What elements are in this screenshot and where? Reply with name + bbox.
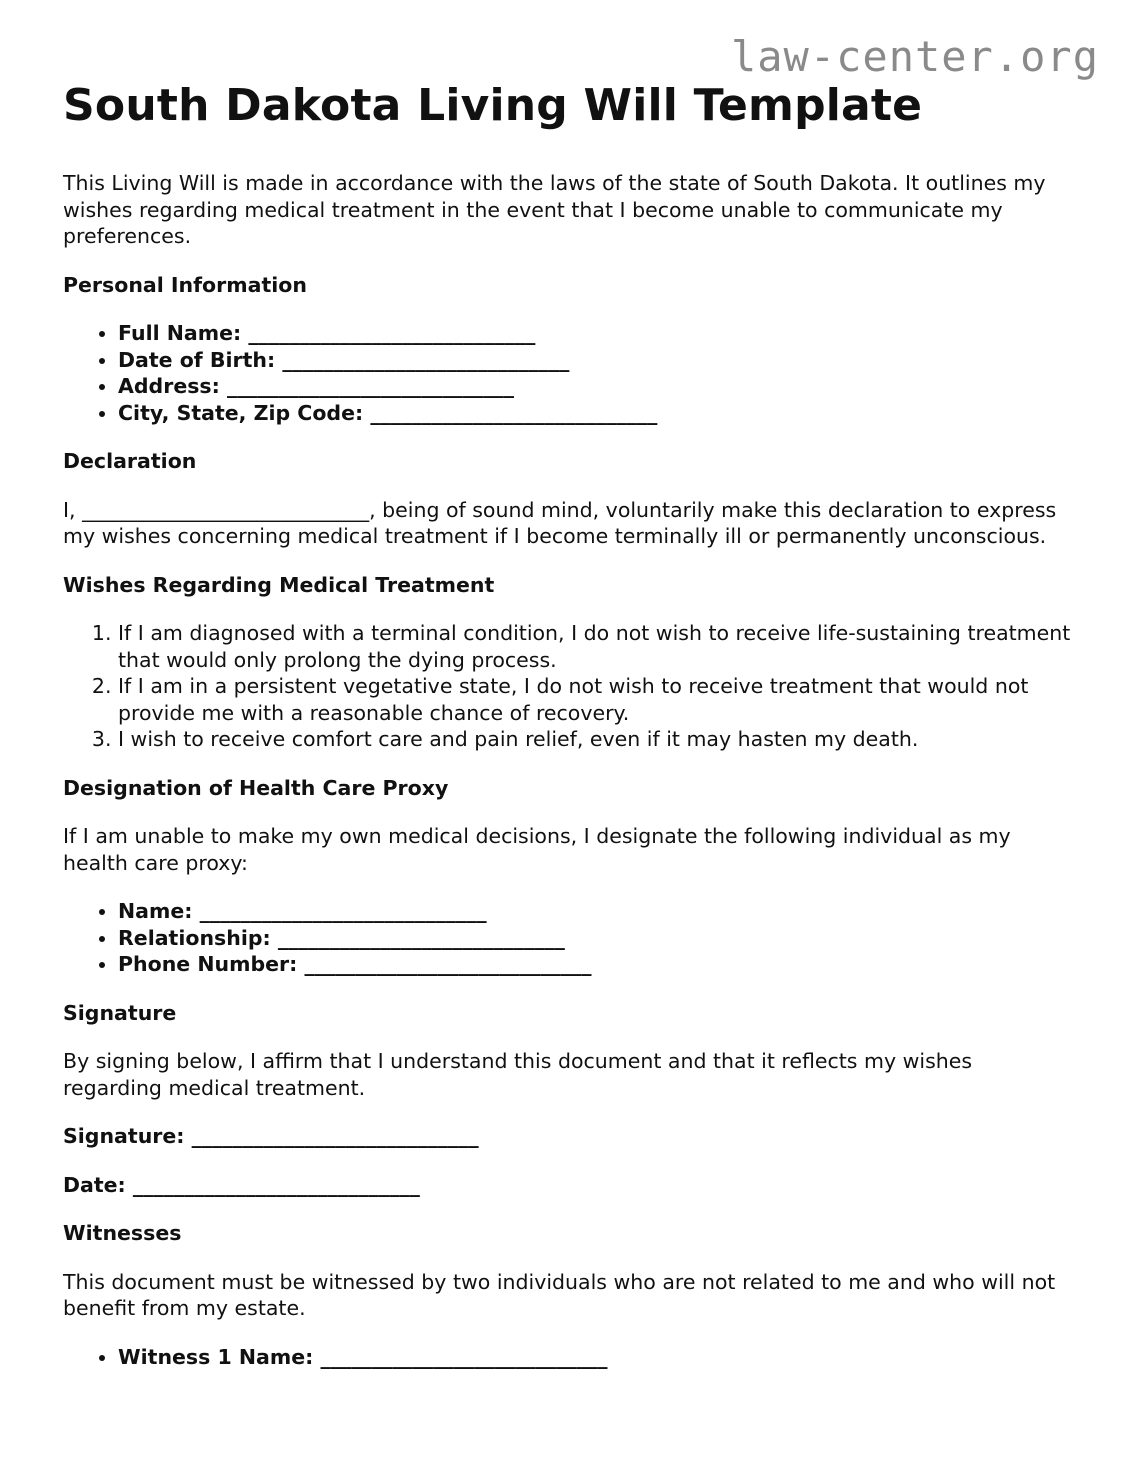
witnesses-heading: Witnesses (63, 1221, 182, 1245)
wish-item: 2. If I am in a persistent vegetative state, I do not wish to receive treatment that would not provide me with a reasonable chance of recovery. (118, 673, 1073, 726)
witness-1-name-field (118, 1344, 1073, 1371)
date-field (63, 1172, 1073, 1199)
address-field (118, 373, 1073, 400)
date-of-birth-blank[interactable]: ____________________________ (282, 347, 570, 372)
declaration-text-after: , being of sound mind, voluntarily make this declaration to express my wishes concerning medical treatment if I become terminally ill or permanently unconscious. (63, 497, 1057, 548)
city-state-zip-blank[interactable]: ____________________________ (370, 400, 658, 425)
watermark-logo: law-center.org (730, 32, 1099, 81)
declaration-text-before: I, (63, 497, 83, 522)
proxy-list (63, 898, 1073, 978)
declaration-heading: Declaration (63, 449, 197, 473)
address-blank[interactable]: ____________________________ (226, 374, 514, 398)
personal-info-heading: Personal Information (63, 272, 307, 297)
signature-field (63, 1123, 1073, 1150)
date-blank[interactable]: ____________________________ (132, 1172, 420, 1197)
wishes-list (63, 620, 1073, 753)
wish-item: 1. If I am diagnosed with a terminal condition, I do not wish to receive life-sustaining treatment that would only prolong the dying process. (118, 620, 1073, 673)
proxy-phone-blank[interactable]: ____________________________ (304, 952, 592, 976)
field-label: Address: (118, 374, 220, 398)
intro-paragraph: This Living Will is made in accordance with the laws of the state of South Dakota. It outlines my wishes regarding medical treatment in the event that I become unable to communicate my preferences. (63, 171, 1046, 248)
field-label: Witness 1 Name: (118, 1344, 314, 1369)
field-label: Signature: (63, 1124, 185, 1148)
declarant-name-blank[interactable]: ____________________________ (82, 497, 370, 522)
field-label: City, State, Zip Code: (118, 400, 364, 425)
full-name-blank[interactable]: ____________________________ (248, 321, 536, 345)
personal-info-list (63, 320, 1073, 426)
witnesses-list (63, 1344, 1073, 1371)
field-label: Date of Birth: (118, 347, 276, 372)
full-name-field (118, 320, 1073, 347)
signature-heading: Signature (63, 1000, 177, 1025)
witness-1-name-blank[interactable]: ____________________________ (320, 1344, 608, 1369)
declaration-paragraph (63, 497, 1073, 550)
proxy-heading: Designation of Health Care Proxy (63, 775, 449, 800)
field-label: Date: (63, 1172, 126, 1197)
signature-blank[interactable]: ____________________________ (191, 1124, 479, 1148)
witnesses-paragraph: This document must be witnessed by two individuals who are not related to me and who will not benefit from my estate. (63, 1269, 1056, 1320)
signature-paragraph: By signing below, I affirm that I understand this document and that it reflects my wishes regarding medical treatment. (63, 1049, 973, 1100)
wishes-heading: Wishes Regarding Medical Treatment (63, 572, 495, 597)
field-label: Name: (118, 899, 193, 923)
proxy-phone-field (118, 951, 1073, 978)
field-label: Phone Number: (118, 952, 298, 976)
proxy-paragraph: If I am unable to make my own medical decisions, I designate the following individual as my health care proxy: (63, 824, 1011, 875)
field-label: Full Name: (118, 321, 242, 345)
proxy-name-field (118, 898, 1073, 925)
proxy-relationship-field (118, 925, 1073, 952)
document-page (63, 78, 1073, 1392)
document-title: South Dakota Living Will Template (63, 80, 923, 131)
city-state-zip-field (118, 400, 1073, 427)
wish-item: 3. I wish to receive comfort care and pain relief, even if it may hasten my death. (118, 726, 1073, 753)
field-label: Relationship: (118, 925, 271, 950)
proxy-name-blank[interactable]: ____________________________ (199, 899, 487, 923)
date-of-birth-field (118, 347, 1073, 374)
proxy-relationship-blank[interactable]: ____________________________ (277, 925, 565, 950)
